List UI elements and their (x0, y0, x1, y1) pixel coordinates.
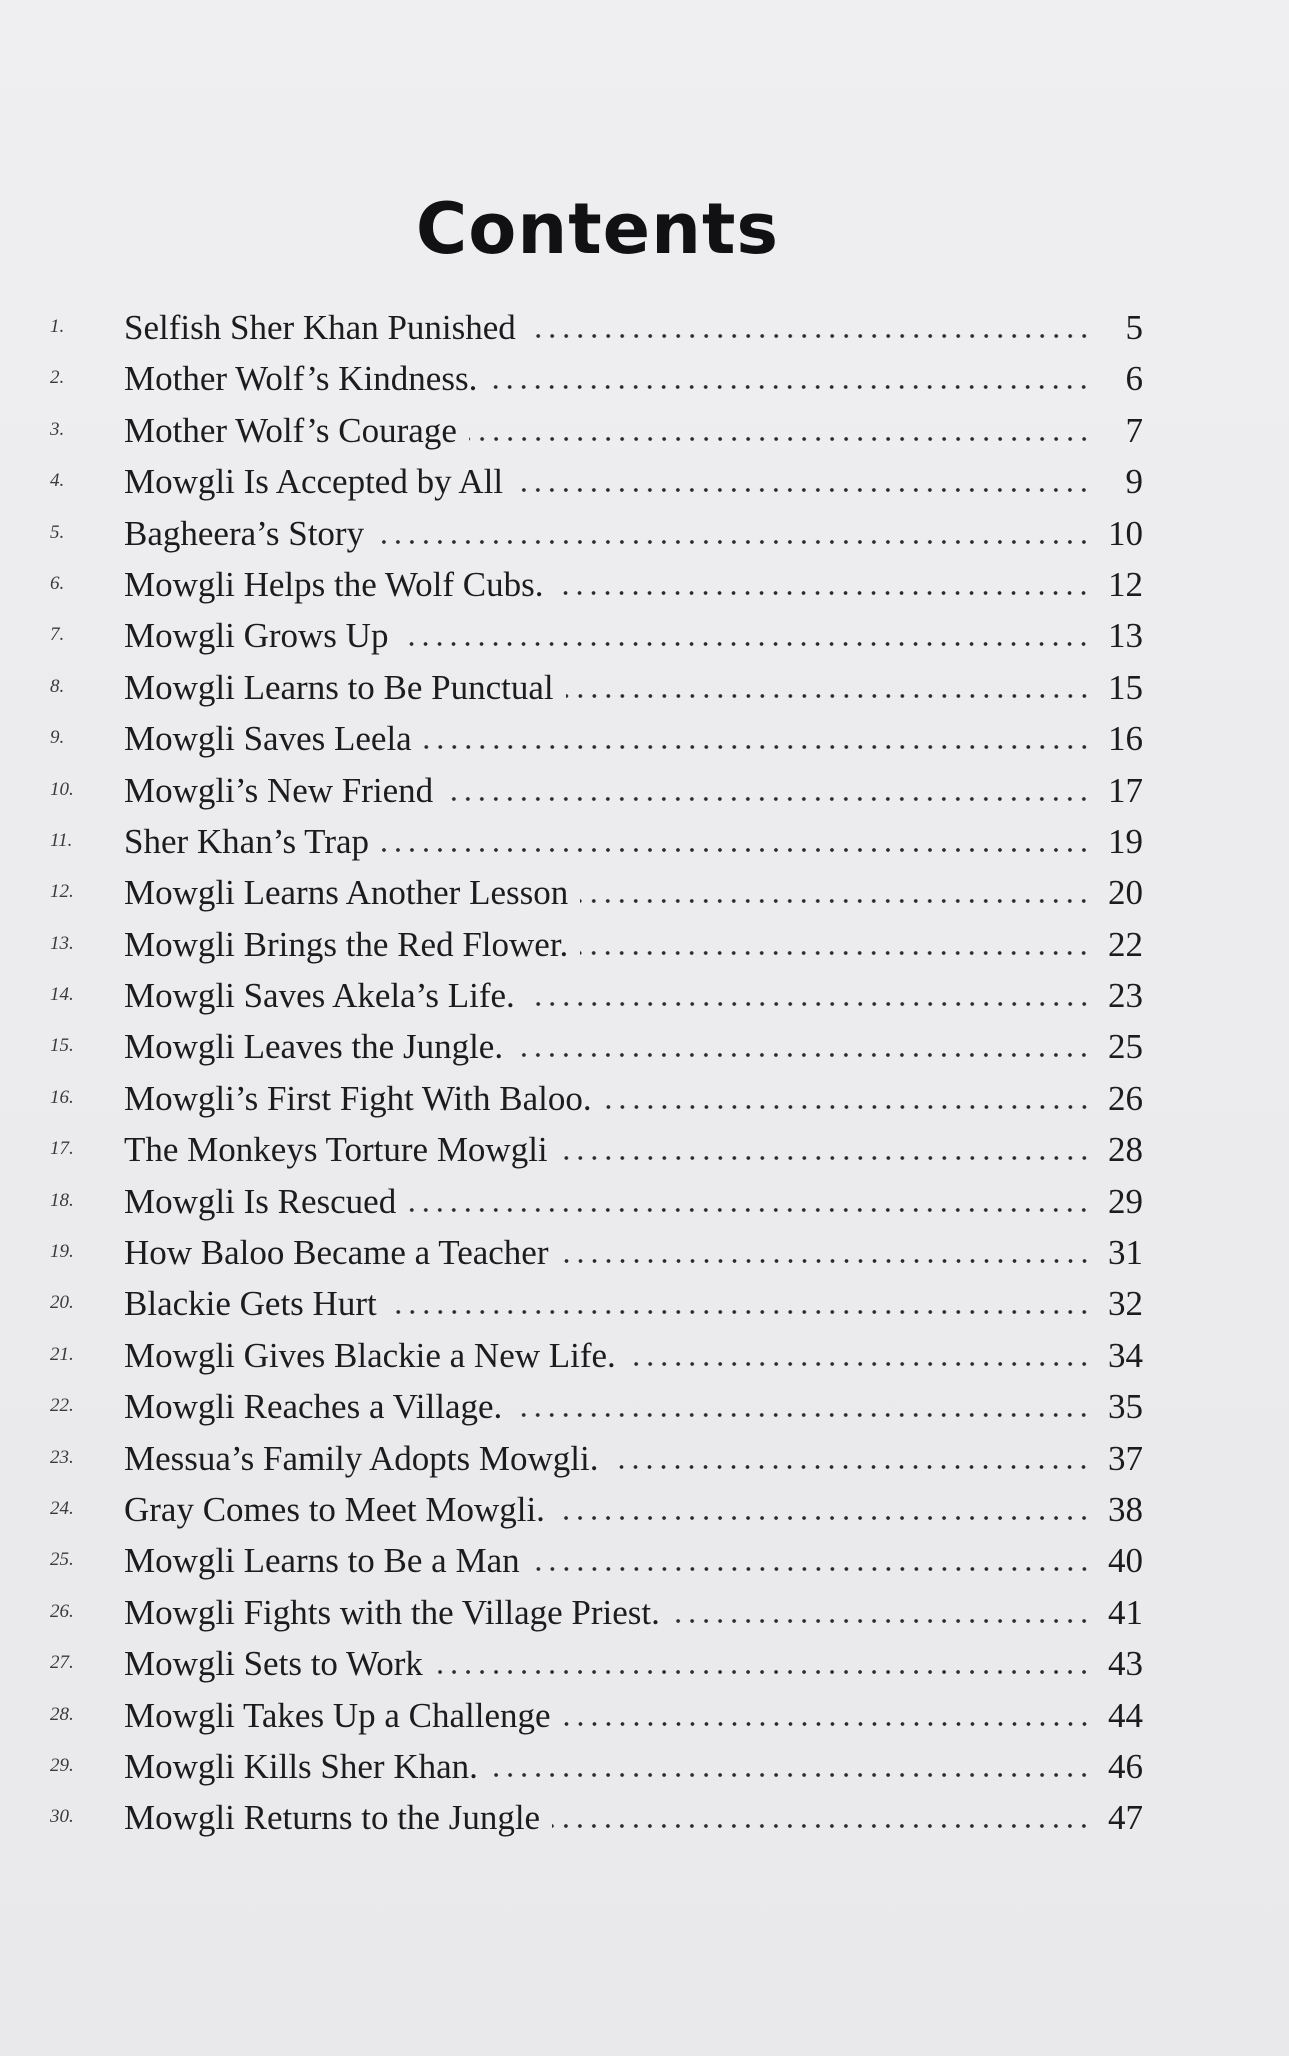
toc-entry[interactable] (0, 403, 1289, 454)
dot-leader (555, 589, 1091, 597)
chapter-number: 29. (50, 1754, 74, 1776)
chapter-number: 19. (50, 1241, 74, 1263)
dot-leader (552, 1822, 1091, 1830)
toc-entry-line (124, 608, 1143, 656)
toc-entry[interactable] (0, 968, 1289, 1019)
chapter-title: Mowgli Brings the Red Flower. (124, 924, 569, 964)
dot-leader (560, 1154, 1091, 1162)
chapter-number: 7. (50, 624, 65, 646)
toc-entry[interactable] (0, 1585, 1289, 1636)
chapter-title: How Baloo Became a Teacher (124, 1233, 549, 1273)
chapter-number: 23. (50, 1446, 74, 1468)
chapter-title: Mother Wolf’s Kindness. (124, 359, 478, 399)
chapter-number: 21. (50, 1343, 74, 1365)
page-number: 31 (1108, 1233, 1143, 1273)
toc-entry[interactable] (0, 300, 1289, 351)
toc-entry[interactable] (0, 865, 1289, 916)
page-number: 46 (1108, 1746, 1143, 1786)
dot-leader (563, 1720, 1091, 1728)
chapter-title: Mowgli’s First Fight With Baloo. (124, 1078, 592, 1118)
dot-leader (389, 1308, 1091, 1316)
toc-entry-line (124, 917, 1143, 965)
chapter-title: Blackie Gets Hurt (124, 1284, 377, 1324)
chapter-title: The Monkeys Torture Mowgli (124, 1130, 548, 1170)
toc-entry-line (124, 1688, 1143, 1736)
chapter-title: Mowgli Returns to the Jungle (124, 1798, 541, 1838)
chapter-title: Mowgli Saves Leela (124, 719, 412, 759)
page-number: 7 (1125, 410, 1143, 450)
dot-leader (604, 1103, 1091, 1111)
page-number: 44 (1108, 1695, 1143, 1735)
chapter-title: Mowgli Leaves the Jungle. (124, 1027, 504, 1067)
toc-entry-line (124, 865, 1143, 913)
dot-leader (376, 538, 1091, 546)
page-number: 41 (1108, 1592, 1143, 1632)
chapter-title: Mowgli Helps the Wolf Cubs. (124, 564, 544, 604)
page-number: 5 (1125, 308, 1143, 347)
toc-entry-line (124, 814, 1143, 862)
chapter-title: Gray Comes to Meet Mowgli. (124, 1489, 545, 1529)
toc-entry-line (124, 1585, 1143, 1633)
dot-leader (514, 1411, 1091, 1419)
dot-leader (557, 1514, 1091, 1522)
toc-entry-line (124, 1431, 1143, 1479)
dot-leader (610, 1463, 1091, 1471)
toc-entry-line (124, 1379, 1143, 1427)
chapter-number: 13. (50, 932, 74, 954)
dot-leader (424, 743, 1091, 751)
toc-entry-line (124, 1482, 1143, 1530)
chapter-title: Mowgli Learns Another Lesson (124, 873, 569, 913)
toc-entry-line (124, 1739, 1143, 1787)
toc-entry-line (124, 351, 1143, 399)
toc-entry[interactable] (0, 1071, 1289, 1122)
page-number: 35 (1108, 1387, 1143, 1427)
dot-leader (469, 435, 1091, 443)
page-number: 47 (1108, 1798, 1143, 1838)
chapter-number: 10. (50, 778, 74, 800)
chapter-number: 12. (50, 881, 74, 903)
chapter-title: Mowgli Is Rescued (124, 1181, 397, 1221)
chapter-title: Mother Wolf’s Courage (124, 410, 457, 450)
toc-entry[interactable] (0, 1431, 1289, 1482)
chapter-number: 25. (50, 1549, 74, 1571)
chapter-title: Mowgli Takes Up a Challenge (124, 1695, 551, 1735)
toc-entry[interactable] (0, 1482, 1289, 1533)
page-number: 9 (1125, 462, 1143, 502)
page-number: 32 (1108, 1284, 1143, 1324)
chapter-title: Mowgli Sets to Work (124, 1644, 423, 1684)
chapter-number: 1. (50, 316, 65, 337)
toc-entry[interactable] (0, 1174, 1289, 1225)
chapter-number: 20. (50, 1292, 74, 1314)
page-number: 20 (1108, 873, 1143, 913)
chapter-title: Mowgli Fights with the Village Priest. (124, 1592, 660, 1632)
chapter-title: Mowgli Saves Akela’s Life. (124, 976, 515, 1016)
toc-entry-line (124, 1174, 1143, 1222)
chapter-number: 26. (50, 1600, 74, 1622)
toc-entry[interactable] (0, 351, 1289, 402)
dot-leader (435, 1668, 1091, 1676)
page-number: 40 (1108, 1541, 1143, 1581)
chapter-number: 8. (50, 675, 65, 697)
page-number: 16 (1108, 719, 1143, 759)
page-number: 26 (1108, 1078, 1143, 1118)
toc-entry-line (124, 403, 1143, 451)
toc-entry-line (124, 1225, 1143, 1273)
chapter-number: 24. (50, 1497, 74, 1519)
toc-entry-line (124, 1019, 1143, 1067)
toc-entry[interactable] (0, 608, 1289, 659)
chapter-title: Mowgli Kills Sher Khan. (124, 1746, 478, 1786)
page-number: 17 (1108, 770, 1143, 810)
toc-entry-line (124, 1636, 1143, 1684)
page-number: 25 (1108, 1027, 1143, 1067)
dot-leader (528, 332, 1091, 340)
toc-entry-line (124, 506, 1143, 554)
page-title: Contents (415, 188, 780, 270)
chapter-number: 30. (50, 1806, 74, 1828)
chapter-number: 11. (50, 829, 73, 851)
dot-leader (532, 1565, 1091, 1573)
page-number: 38 (1108, 1489, 1143, 1529)
page-number: 15 (1108, 667, 1143, 707)
toc-entry[interactable] (0, 1019, 1289, 1070)
chapter-number: 2. (50, 367, 65, 389)
page-number: 13 (1108, 616, 1143, 656)
toc-entry-line (124, 1328, 1143, 1376)
page-number: 37 (1108, 1438, 1143, 1478)
toc-entry-line (124, 1533, 1143, 1581)
chapter-number: 4. (50, 470, 65, 492)
toc-entry[interactable] (0, 557, 1289, 608)
dot-leader (400, 640, 1091, 648)
toc-entry[interactable] (0, 506, 1289, 557)
dot-leader (566, 692, 1091, 700)
toc-entry[interactable] (0, 814, 1289, 865)
dot-leader (672, 1617, 1091, 1625)
chapter-title: Mowgli’s New Friend (124, 770, 434, 810)
page-number: 43 (1108, 1644, 1143, 1684)
dot-leader (381, 846, 1091, 854)
chapter-number: 27. (50, 1652, 74, 1674)
toc-entry[interactable] (0, 1379, 1289, 1430)
dot-leader (490, 1771, 1091, 1779)
chapter-number: 9. (50, 727, 65, 749)
page-number: 28 (1108, 1130, 1143, 1170)
toc-entry-line (124, 1790, 1143, 1838)
toc-entry[interactable] (0, 1739, 1289, 1790)
page-number: 6 (1125, 359, 1143, 399)
toc-entry-line (124, 968, 1143, 1016)
toc-entry[interactable] (0, 711, 1289, 762)
chapter-number: 17. (50, 1138, 74, 1160)
toc-entry[interactable] (0, 1636, 1289, 1687)
dot-leader (527, 1000, 1091, 1008)
toc-entry[interactable] (0, 1225, 1289, 1276)
chapter-number: 18. (50, 1189, 74, 1211)
page-number: 10 (1108, 513, 1143, 553)
chapter-title: Selfish Sher Khan Punished (124, 308, 516, 347)
chapter-title: Sher Khan’s Trap (124, 821, 370, 861)
chapter-number: 5. (50, 521, 65, 543)
dot-leader (580, 949, 1091, 957)
page-number: 19 (1108, 821, 1143, 861)
toc-entry-line (124, 660, 1143, 708)
chapter-number: 16. (50, 1086, 74, 1108)
toc-entry[interactable] (0, 917, 1289, 968)
page-number: 23 (1108, 976, 1143, 1016)
chapter-number: 14. (50, 984, 74, 1006)
toc-entry[interactable] (0, 1533, 1289, 1584)
table-of-contents (0, 300, 1289, 1842)
page-number: 34 (1108, 1335, 1143, 1375)
toc-entry-line (124, 557, 1143, 605)
toc-entry[interactable] (0, 1276, 1289, 1327)
toc-entry-line (124, 1276, 1143, 1324)
chapter-number: 3. (50, 418, 65, 440)
dot-leader (561, 1257, 1092, 1265)
chapter-title: Bagheera’s Story (124, 513, 365, 553)
chapter-title: Mowgli Is Accepted by All (124, 462, 504, 502)
dot-leader (580, 897, 1091, 905)
dot-leader (628, 1360, 1091, 1368)
toc-entry-line (124, 1071, 1143, 1119)
chapter-title: Mowgli Learns to Be a Man (124, 1541, 520, 1581)
page-number: 22 (1108, 924, 1143, 964)
chapter-number: 6. (50, 572, 65, 594)
chapter-title: Messua’s Family Adopts Mowgli. (124, 1438, 599, 1478)
page-number: 12 (1108, 564, 1143, 604)
toc-entry-line (124, 454, 1143, 502)
dot-leader (408, 1206, 1091, 1214)
chapter-title: Mowgli Reaches a Village. (124, 1387, 503, 1427)
chapter-number: 15. (50, 1035, 74, 1057)
chapter-title: Mowgli Grows Up (124, 616, 389, 656)
chapter-number: 28. (50, 1703, 74, 1725)
toc-entry[interactable] (0, 1122, 1289, 1173)
toc-entry-line (124, 763, 1143, 811)
toc-entry-line (124, 711, 1143, 759)
toc-entry-line (124, 1122, 1143, 1170)
toc-entry[interactable] (0, 763, 1289, 814)
toc-entry[interactable] (0, 454, 1289, 505)
dot-leader (515, 1051, 1091, 1059)
chapter-title: Mowgli Learns to Be Punctual (124, 667, 554, 707)
dot-leader (515, 486, 1091, 494)
toc-entry[interactable] (0, 1790, 1289, 1841)
toc-entry-line (124, 300, 1143, 348)
chapter-title: Mowgli Gives Blackie a New Life. (124, 1335, 616, 1375)
chapter-number: 22. (50, 1395, 74, 1417)
toc-entry[interactable] (0, 1328, 1289, 1379)
dot-leader (489, 383, 1091, 391)
toc-entry[interactable] (0, 660, 1289, 711)
dot-leader (445, 795, 1091, 803)
page-number: 29 (1108, 1181, 1143, 1221)
toc-entry[interactable] (0, 1688, 1289, 1739)
